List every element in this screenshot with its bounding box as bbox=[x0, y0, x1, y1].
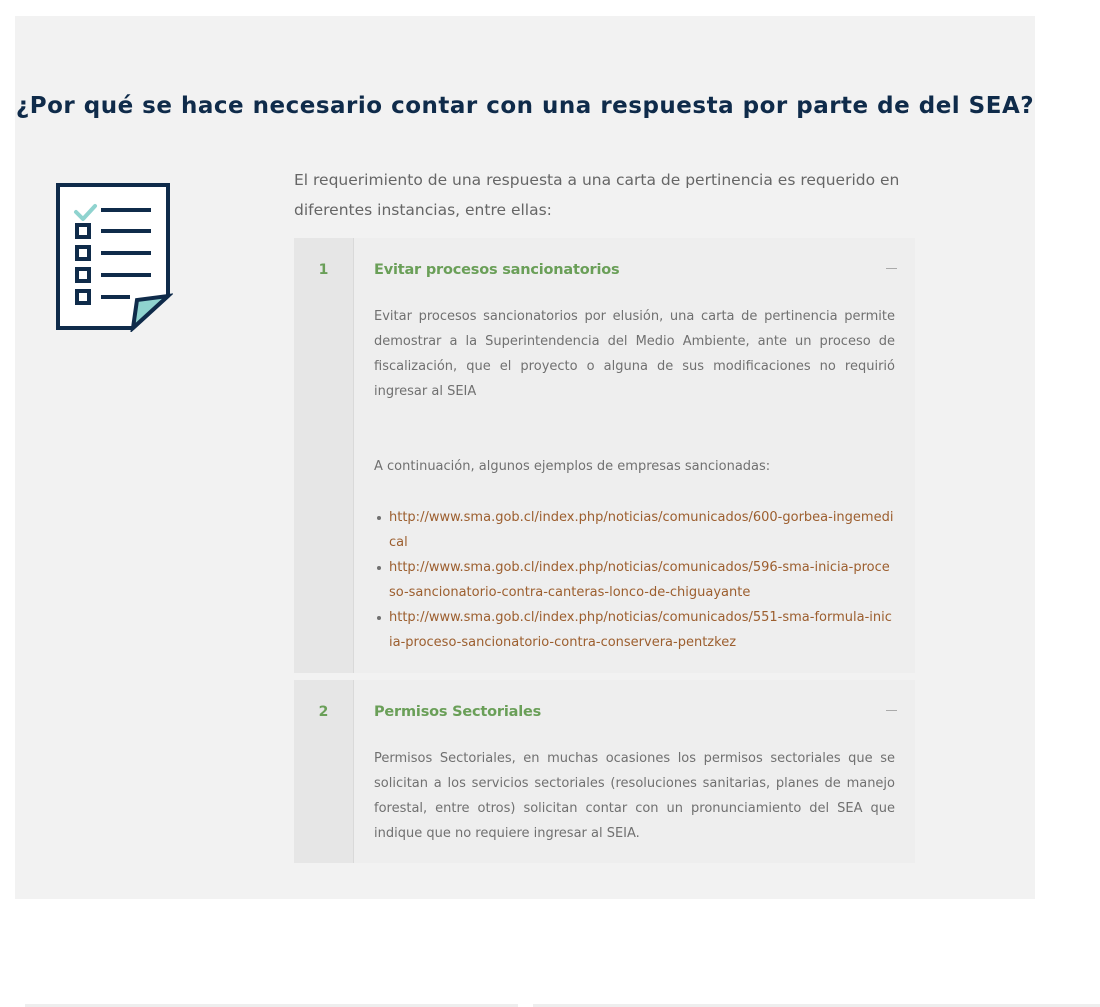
pertinencia-section bbox=[15, 16, 1035, 899]
accordion-title[interactable]: Evitar procesos sancionatorios bbox=[374, 262, 620, 278]
accordion-title[interactable]: Permisos Sectoriales bbox=[374, 704, 542, 720]
example-links-list bbox=[374, 505, 895, 655]
accordion-number-column bbox=[294, 680, 354, 863]
example-link-1[interactable]: http://www.sma.gob.cl/index.php/noticias/comunicados/600-gorbea-ingemedical bbox=[389, 510, 894, 550]
accordion-paragraph: Evitar procesos sancionatorios por elusión, una carta de pertinencia permite demostrar a la Superintendencia del Medio Ambiente, ante un proceso de fiscalización, que el proyecto o alguna de sus modificaciones no requirió ingresar al SEIA bbox=[374, 309, 895, 399]
accordion-item-1 bbox=[294, 238, 915, 673]
section-title: ¿Por qué se hace necesario contar con una respuesta por parte de del SEA? bbox=[15, 93, 1035, 119]
list-item bbox=[374, 505, 895, 555]
accordion-item-2 bbox=[294, 680, 915, 863]
accordion-number-column bbox=[294, 238, 354, 673]
collapse-icon[interactable] bbox=[886, 710, 897, 711]
accordion-number: 1 bbox=[318, 262, 329, 278]
accordion-body bbox=[374, 304, 895, 655]
accordion-number: 2 bbox=[318, 704, 329, 720]
checklist-document-icon bbox=[55, 182, 173, 332]
accordion-body bbox=[374, 746, 895, 846]
examples-label: A continuación, algunos ejemplos de empresas sancionadas: bbox=[374, 459, 771, 474]
example-link-3[interactable]: http://www.sma.gob.cl/index.php/noticias/comunicados/551-sma-formula-inicia-proceso-sancionatorio-contra-conservera-pentzkez bbox=[389, 610, 892, 650]
list-item bbox=[374, 555, 895, 605]
accordion-paragraph: Permisos Sectoriales, en muchas ocasiones los permisos sectoriales que se solicitan a los servicios sectoriales (resoluciones sanitarias, planes de manejo forestal, entre otros) solicitan contar con un pronunciamiento del SEA que indique que no requiere ingresar al SEIA. bbox=[374, 751, 895, 841]
example-link-2[interactable]: http://www.sma.gob.cl/index.php/noticias/comunicados/596-sma-inicia-proceso-sancionatorio-contra-canteras-lonco-de-chiguayante bbox=[389, 560, 890, 600]
collapse-icon[interactable] bbox=[886, 268, 897, 269]
intro-text: El requerimiento de una respuesta a una carta de pertinencia es requerido en diferentes instancias, entre ellas: bbox=[294, 171, 900, 219]
list-item bbox=[374, 605, 895, 655]
